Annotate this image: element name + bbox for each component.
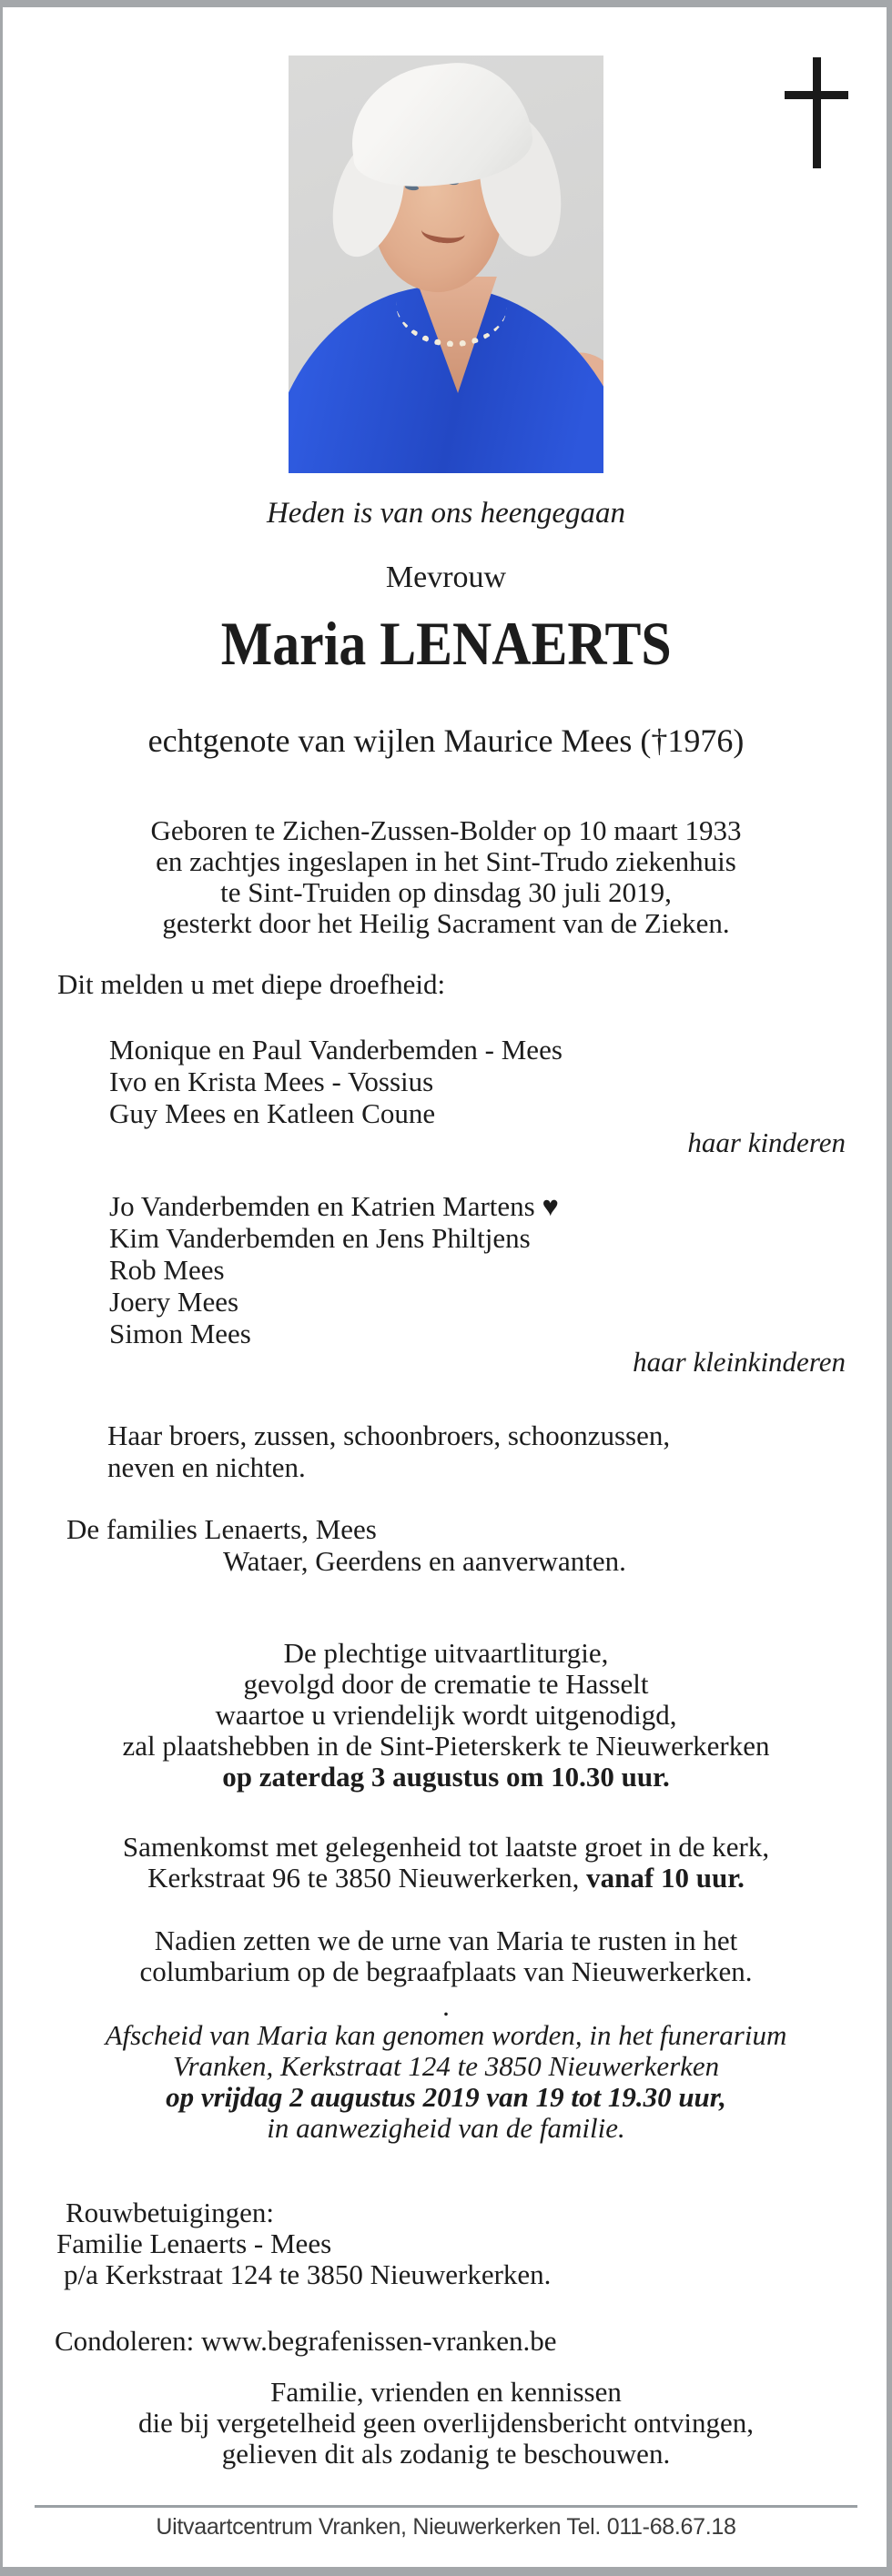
gathering-line <box>0 1863 892 1894</box>
gathering-time: vanaf 10 uur. <box>586 1862 745 1894</box>
service-line: zal plaatshebben in de Sint-Pieterskerk te Nieuwerkerken <box>122 1730 770 1762</box>
notice-line: gelieven dit als zodanig te beschouwen. <box>221 2438 671 2470</box>
grandchildren-list <box>109 1190 559 1349</box>
salutation: Mevrouw <box>385 561 507 594</box>
condolences-block <box>56 2197 551 2290</box>
condolences-address: p/a Kerkstraat 124 te 3850 Nieuwerkerken. <box>64 2258 552 2290</box>
farewell-line: Afscheid van Maria kan genomen worden, in het funerarium <box>105 2019 787 2051</box>
life-line: Geboren te Zichen-Zussen-Bolder op 10 maart 1933 <box>150 814 742 846</box>
urn-paragraph <box>0 1925 892 1987</box>
relatives-line: neven en nichten. <box>107 1451 306 1483</box>
relatives-paragraph <box>107 1419 670 1483</box>
service-line: De plechtige uitvaartliturgie, <box>283 1637 609 1669</box>
gathering-address: Kerkstraat 96 te 3850 Nieuwerkerken, <box>147 1862 587 1894</box>
life-line: te Sint-Truiden op dinsdag 30 juli 2019, <box>220 876 672 908</box>
child-entry: Ivo en Krista Mees - Vossius <box>109 1066 434 1097</box>
cross-vertical-bar <box>813 57 821 168</box>
grandchild-entry: Simon Mees <box>109 1318 251 1349</box>
grandchild-entry: Rob Mees <box>109 1254 225 1286</box>
footer-divider <box>35 2505 857 2508</box>
life-paragraph <box>0 815 892 939</box>
condolences-heading: Rouwbetuigingen: <box>66 2197 275 2228</box>
child-entry: Monique en Paul Vanderbemden - Mees <box>109 1034 563 1066</box>
grandchild-entry: Jo Vanderbemden en Katrien Martens ♥ <box>109 1190 559 1222</box>
cross-horizontal-bar <box>785 91 848 99</box>
condolences-website-line: Condoleren: www.begrafenissen-vranken.be <box>55 2325 557 2357</box>
relatives-line: Haar broers, zussen, schoonbroers, schoonzussen, <box>107 1419 671 1451</box>
child-entry: Guy Mees en Katleen Coune <box>109 1097 436 1129</box>
families-line: Wataer, Geerdens en aanverwanten. <box>223 1545 626 1577</box>
families-line: De families Lenaerts, Mees <box>66 1513 377 1545</box>
gathering-paragraph <box>0 1832 892 1894</box>
relation-line: echtgenote van wijlen Maurice Mees (†1976) <box>147 722 745 759</box>
announcement-line: Dit melden u met diepe droefheid: <box>57 968 446 1000</box>
families-paragraph <box>66 1513 626 1577</box>
portrait-photo <box>289 56 603 473</box>
opening-line: Heden is van ons heengegaan <box>266 497 626 530</box>
footer-text: Uitvaartcentrum Vranken, Nieuwerkerken Tel. 011-68.67.18 <box>156 2514 736 2540</box>
life-line: gesterkt door het Heilig Sacrament van de Zieken. <box>162 907 730 939</box>
condolences-family: Familie Lenaerts - Mees <box>56 2227 332 2259</box>
urn-line: columbarium op de begraafplaats van Nieuwerkerken. <box>139 1955 753 1987</box>
deceased-name <box>0 608 892 680</box>
latin-cross-icon <box>785 57 848 168</box>
deceased-name-text: Maria LENAERTS <box>220 609 672 678</box>
service-datetime: op zaterdag 3 augustus om 10.30 uur. <box>222 1761 670 1793</box>
grandchild-entry: Joery Mees <box>109 1286 239 1318</box>
service-line: gevolgd door de crematie te Hasselt <box>243 1668 649 1700</box>
urn-line: Nadien zetten we de urne van Maria te rusten in het <box>154 1924 738 1956</box>
gathering-line: Samenkomst met gelegenheid tot laatste groet in de kerk, <box>122 1831 770 1863</box>
notice-paragraph <box>0 2377 892 2470</box>
farewell-closing: in aanwezigheid van de familie. <box>267 2112 625 2144</box>
grandchildren-label: haar kleinkinderen <box>633 1346 846 1378</box>
children-list <box>109 1034 563 1129</box>
farewell-paragraph <box>0 2020 892 2144</box>
service-line: waartoe u vriendelijk wordt uitgenodigd, <box>215 1699 677 1731</box>
service-paragraph <box>0 1638 892 1793</box>
life-line: en zachtjes ingeslapen in het Sint-Trudo ziekenhuis <box>156 845 736 877</box>
children-label: haar kinderen <box>687 1126 846 1158</box>
farewell-datetime: op vrijdag 2 augustus 2019 van 19 tot 19.30 uur, <box>166 2081 726 2113</box>
notice-line: Familie, vrienden en kennissen <box>270 2376 622 2408</box>
farewell-line: Vranken, Kerkstraat 124 te 3850 Nieuwerkerken <box>172 2050 720 2082</box>
notice-line: die bij vergetelheid geen overlijdensbericht ontvingen, <box>137 2407 755 2439</box>
grandchild-entry: Kim Vanderbemden en Jens Philtjens <box>109 1222 531 1254</box>
separator-dot: . <box>442 1990 450 2022</box>
